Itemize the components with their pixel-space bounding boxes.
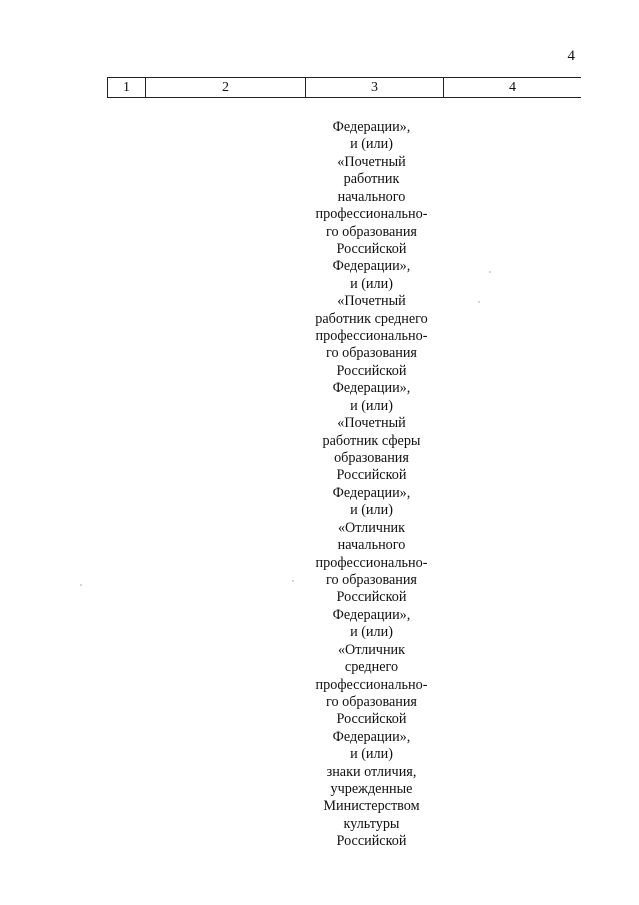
- text-line: и (или): [350, 624, 393, 641]
- text-line: и (или): [350, 397, 393, 414]
- text-line: и (или): [350, 275, 393, 292]
- text-line: Федерации»,: [332, 484, 411, 501]
- text-line: среднего: [344, 659, 399, 676]
- text-line: и (или): [350, 502, 393, 519]
- text-line: учрежденные: [330, 781, 413, 798]
- text-line: Федерации»,: [332, 119, 411, 135]
- text-line: Российской: [336, 711, 407, 728]
- text-line: «Отличник: [337, 519, 406, 536]
- text-line: профессионально-: [315, 206, 428, 223]
- text-line: Министерством: [323, 798, 420, 815]
- text-line: профессионально-: [315, 328, 428, 345]
- text-line: го образования: [326, 345, 417, 362]
- text-line: начального: [337, 537, 406, 554]
- text-line: начального: [337, 188, 406, 205]
- text-line: «Почетный: [337, 293, 406, 310]
- text-line: Российской: [336, 362, 407, 379]
- text-line: Федерации»,: [332, 728, 411, 745]
- text-line: «Отличник: [337, 641, 406, 658]
- text-line: «Почетный: [337, 153, 406, 170]
- text-line: Федерации»,: [332, 380, 411, 397]
- column-number-2: 2: [146, 78, 306, 98]
- text-line: знаки отличия,: [326, 763, 417, 780]
- text-line: го образования: [326, 693, 417, 710]
- text-line: Российской: [336, 467, 407, 484]
- text-line: го образования: [326, 571, 417, 588]
- page-number: 4: [567, 48, 575, 64]
- column-number-4: 4: [444, 78, 582, 98]
- text-line: Российской: [336, 833, 407, 850]
- text-line: и (или): [350, 746, 393, 763]
- scan-speck: [292, 580, 294, 582]
- scan-speck: [80, 584, 82, 586]
- text-line: культуры: [343, 815, 400, 832]
- text-line: го образования: [326, 223, 417, 240]
- text-line: «Почетный: [337, 415, 406, 432]
- column-3-cell-text: [303, 119, 440, 851]
- text-line: профессионально-: [315, 554, 428, 571]
- text-line: образования: [334, 450, 409, 467]
- scan-speck: [489, 271, 491, 273]
- text-line: работник среднего: [315, 310, 428, 327]
- text-line: Федерации»,: [332, 258, 411, 275]
- text-line: профессионально-: [315, 676, 428, 693]
- column-number-3: 3: [306, 78, 444, 98]
- text-line: и (или): [350, 136, 393, 153]
- column-number-1: 1: [108, 78, 146, 98]
- text-line: Федерации»,: [332, 606, 411, 623]
- text-line: работник сферы: [322, 432, 421, 449]
- text-line: Российской: [336, 240, 407, 257]
- scan-speck: [478, 301, 480, 303]
- text-line: Российской: [336, 589, 407, 606]
- text-line: работник: [343, 171, 400, 188]
- table-header-row: [107, 77, 581, 98]
- table-row: [108, 78, 582, 98]
